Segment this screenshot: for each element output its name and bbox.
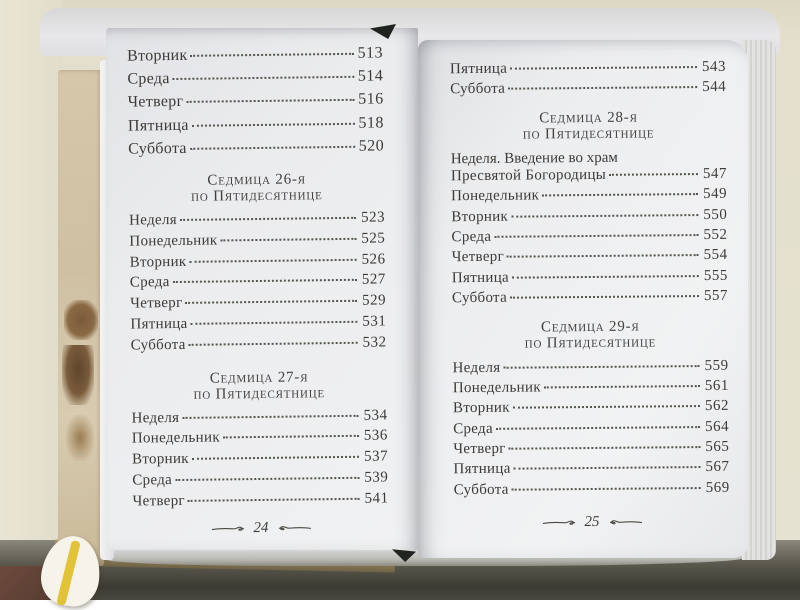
footer-swash-ornament-icon	[608, 518, 642, 527]
toc-entry-label: Неделя	[129, 211, 178, 229]
page-footer	[454, 513, 730, 532]
toc-entry-page: 549	[703, 185, 728, 203]
toc-entry-label: Понедельник	[451, 187, 540, 205]
toc-entry-label: Понедельник	[129, 232, 218, 250]
section-header-line1: Седмица 29-я	[540, 318, 640, 335]
toc-entry-label: Вторник	[131, 450, 189, 468]
toc-entry-page: 554	[703, 247, 728, 264]
toc-entry-page: 527	[361, 271, 386, 289]
dot-leader	[191, 321, 358, 325]
toc-entry-page: 562	[704, 398, 730, 415]
toc-entry-label: Вторник	[127, 46, 188, 65]
toc-group	[450, 59, 726, 102]
toc-group	[453, 357, 730, 502]
toc-entry-label: Суббота	[453, 481, 509, 499]
toc-entry-label: Суббота	[451, 289, 508, 307]
toc-entry-page: 518	[358, 114, 385, 132]
toc-entry-label: Пресвятой Богородицы	[450, 166, 607, 184]
toc-entry-label: Четверг	[451, 249, 505, 266]
dot-leader	[508, 86, 697, 90]
toc-entry	[452, 288, 728, 311]
toc-entry-page: 534	[363, 406, 388, 424]
toc-entry-page: 537	[363, 448, 389, 465]
toc-entry	[132, 490, 388, 514]
photo-edge-detail	[66, 415, 94, 461]
toc-group	[131, 407, 388, 514]
toc-entry-label: Четверг	[453, 440, 506, 458]
dot-leader	[514, 467, 701, 471]
toc-entry-page: 564	[705, 418, 730, 435]
toc-entry-label: Суббота	[450, 81, 506, 98]
toc-entry	[452, 268, 728, 291]
section-header	[452, 317, 728, 351]
toc-entry	[453, 378, 729, 401]
section-header-line1: Седмица 28-я	[539, 109, 638, 127]
footer-swash-ornament-icon	[541, 518, 575, 527]
toc-entry	[454, 480, 730, 503]
left-page-toc	[127, 44, 389, 538]
toc-group	[129, 209, 387, 358]
toc-entry-label: Пятница	[453, 461, 511, 478]
dot-leader	[494, 234, 698, 238]
section-header	[131, 368, 387, 403]
toc-entry	[451, 206, 727, 229]
dot-leader	[220, 238, 356, 242]
dot-leader	[507, 254, 699, 258]
toc-entry	[127, 44, 383, 70]
toc-entry-page: 536	[363, 427, 388, 445]
toc-entry	[450, 79, 726, 102]
dot-leader	[173, 279, 357, 283]
dot-leader	[512, 487, 701, 491]
toc-entry-page: 557	[703, 287, 729, 305]
dot-leader	[190, 146, 355, 150]
toc-entry	[450, 59, 726, 82]
toc-entry-page: 543	[701, 58, 727, 76]
dot-leader	[180, 217, 356, 221]
section-header-line1: Седмица 27-я	[209, 368, 309, 387]
toc-entry-page: 520	[358, 137, 385, 155]
toc-entry-label: Пятница	[449, 60, 508, 78]
toc-entry-label: Суббота	[130, 336, 186, 354]
photo-edge-detail	[64, 300, 98, 340]
dot-leader	[192, 456, 359, 460]
toc-entry-label: Пятница	[130, 315, 188, 333]
toc-group	[127, 44, 384, 163]
toc-entry-label: Пятница	[451, 269, 510, 286]
toc-entry	[451, 227, 727, 250]
dot-leader	[189, 342, 358, 346]
dot-leader	[609, 173, 698, 176]
toc-entry-page: 532	[362, 334, 387, 351]
page-number: 25	[584, 514, 600, 531]
dot-leader	[182, 414, 358, 418]
toc-entry-page: 544	[702, 79, 727, 96]
right-page-toc	[450, 59, 730, 533]
toc-entry	[131, 334, 387, 358]
toc-entry-label: Понедельник	[131, 429, 220, 447]
toc-entry-label: Вторник	[452, 400, 510, 417]
toc-entry-label: Вторник	[451, 208, 509, 225]
toc-entry-label: Пятница	[127, 116, 189, 135]
toc-entry-page: 569	[705, 479, 730, 496]
toc-entry-page: 565	[705, 438, 730, 456]
toc-entry	[453, 357, 729, 380]
dot-leader	[542, 193, 698, 196]
toc-entry	[453, 459, 729, 482]
dot-leader	[510, 295, 699, 299]
toc-entry-label: Понедельник	[452, 379, 541, 397]
page-number: 24	[253, 519, 269, 536]
toc-entry-label: Неделя. Введение во храм	[450, 149, 618, 167]
toc-entry-page: 516	[358, 90, 384, 109]
section-header-line2: по Пятидесятнице	[524, 333, 657, 352]
dot-leader	[189, 258, 356, 262]
toc-entry	[453, 398, 729, 421]
toc-entry-label: Четверг	[127, 93, 184, 111]
toc-entry-label: Четверг	[130, 295, 183, 312]
dot-leader	[186, 300, 358, 304]
dot-leader	[188, 497, 360, 501]
section-header	[450, 109, 726, 143]
toc-entry-label: Вторник	[129, 253, 187, 271]
footer-swash-ornament-icon	[277, 523, 311, 532]
section-header-line2: по Пятидесятнице	[191, 187, 323, 205]
dot-leader	[544, 385, 700, 388]
dot-leader	[186, 99, 354, 103]
dot-leader	[513, 405, 700, 409]
dot-leader	[175, 477, 359, 481]
toc-entry-page: 552	[703, 226, 728, 243]
previous-page-photo-edge	[58, 70, 104, 566]
section-header-line1: Седмица 26-я	[207, 171, 306, 189]
toc-entry-label: Среда	[451, 228, 492, 246]
bookmark	[34, 536, 108, 606]
dot-leader	[496, 426, 700, 430]
dot-leader	[223, 435, 359, 439]
dot-leader	[192, 122, 355, 126]
toc-entry-label: Суббота	[128, 139, 187, 158]
section-header-line2: по Пятидесятнице	[193, 384, 326, 403]
toc-entry-label: Среда	[132, 471, 173, 489]
toc-entry-page: 514	[357, 67, 384, 85]
toc-entry-label: Среда	[129, 274, 170, 291]
dot-leader	[191, 53, 355, 57]
dot-leader	[503, 365, 699, 369]
section-header	[129, 170, 385, 205]
toc-entry	[127, 68, 383, 94]
toc-entry-page: 567	[705, 459, 730, 476]
dot-leader	[511, 214, 698, 218]
toc-entry-page: 529	[362, 292, 387, 309]
toc-entry-page: 531	[362, 313, 387, 330]
toc-entry-page: 561	[704, 377, 729, 394]
toc-entry-page: 559	[704, 357, 729, 374]
toc-entry-page: 525	[361, 230, 386, 247]
toc-entry-page: 526	[361, 250, 386, 268]
photo-edge-detail	[62, 345, 94, 405]
footer-swash-ornament-icon	[210, 524, 244, 533]
page-footer	[133, 518, 389, 538]
toc-group	[451, 149, 728, 311]
toc-entry-label: Неделя	[131, 409, 180, 427]
toc-entry	[128, 114, 384, 140]
toc-entry-label: Среда	[127, 70, 170, 88]
toc-entry-page: 547	[702, 165, 728, 182]
toc-entry	[128, 137, 384, 163]
toc-entry-page: 513	[357, 44, 384, 62]
toc-entry-page: 555	[703, 267, 728, 284]
toc-entry	[453, 418, 729, 441]
toc-entry	[451, 186, 727, 209]
toc-entry-label: Неделя	[452, 359, 501, 376]
toc-entry-page: 539	[364, 469, 389, 486]
toc-entry	[451, 149, 727, 189]
toc-entry-page: 523	[361, 209, 386, 226]
dot-leader	[512, 275, 699, 279]
section-header-line2: по Пятидесятнице	[522, 125, 655, 143]
toc-entry	[452, 247, 728, 270]
toc-entry	[453, 439, 729, 462]
dot-leader	[173, 76, 355, 80]
toc-entry	[128, 91, 384, 117]
dot-leader	[510, 66, 697, 70]
toc-entry-label: Среда	[453, 420, 493, 437]
dot-leader	[509, 446, 701, 450]
toc-entry-page: 550	[703, 206, 728, 223]
background-wall	[0, 0, 62, 560]
toc-entry-page: 541	[364, 490, 389, 507]
toc-entry-label: Четверг	[132, 492, 186, 510]
